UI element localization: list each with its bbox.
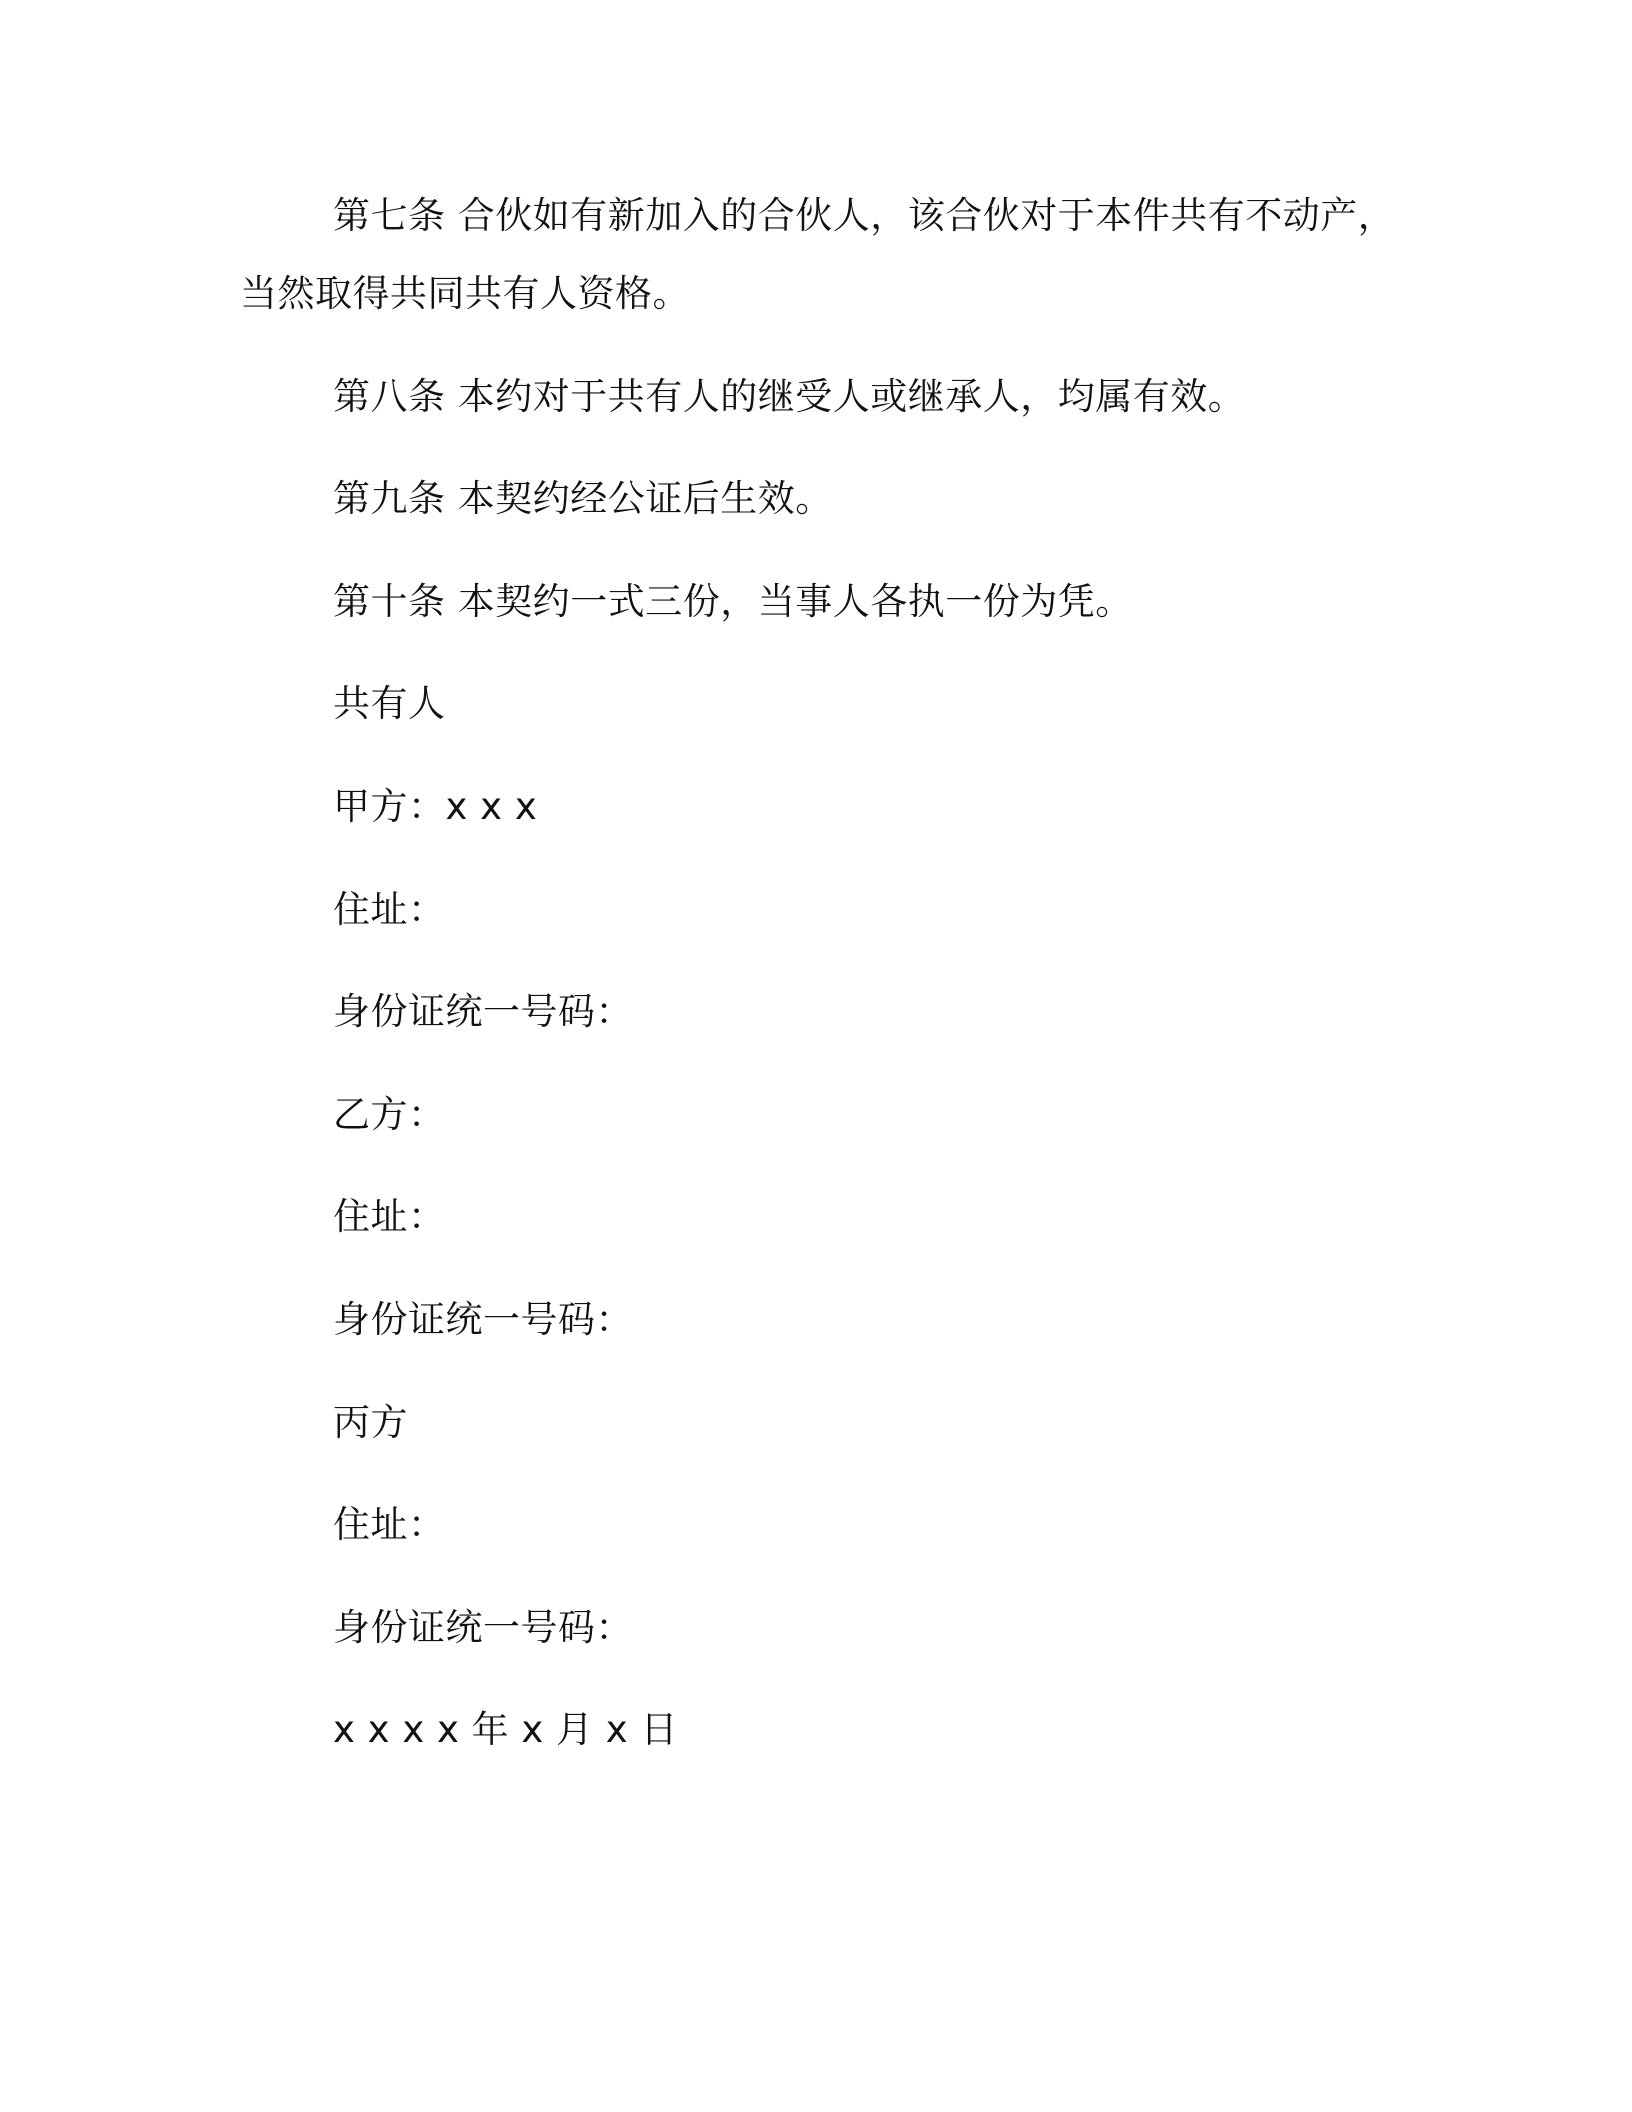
party-c-name: 丙方 <box>333 1401 408 1444</box>
party-a-address: 住址： <box>333 888 446 931</box>
article-10: 第十条 本契约一式三份，当事人各执一份为凭。 <box>333 580 1133 623</box>
article-9: 第九条 本契约经公证后生效。 <box>333 477 833 520</box>
article-7-line-2: 当然取得共同共有人资格。 <box>240 272 690 315</box>
party-a-id: 身份证统一号码： <box>333 990 633 1033</box>
party-b-id: 身份证统一号码： <box>333 1298 633 1341</box>
date-line: x x x x 年 x 月 x 日 <box>333 1708 678 1751</box>
party-c-id: 身份证统一号码： <box>333 1606 633 1649</box>
party-a-name: 甲方：x x x <box>333 785 538 828</box>
article-7-line-1: 第七条 合伙如有新加入的合伙人，该合伙对于本件共有不动产， <box>333 194 1396 237</box>
party-c-address: 住址： <box>333 1503 446 1546</box>
article-8: 第八条 本约对于共有人的继受人或继承人，均属有效。 <box>333 375 1246 418</box>
party-b-name: 乙方： <box>333 1093 446 1136</box>
party-b-address: 住址： <box>333 1195 446 1238</box>
co-owners-heading: 共有人 <box>333 682 446 725</box>
